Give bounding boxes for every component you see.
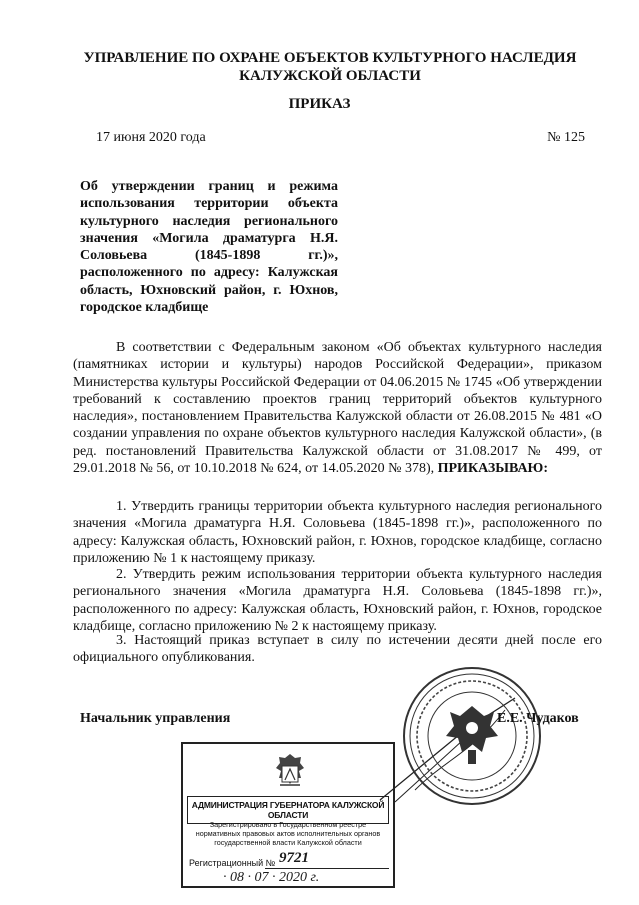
order-item-2: 2. Утвердить режим использования территории объекта культурного наследия регионального значения «Могила драматурга Н.Я. Соловьева (1845-1898 гг.)», расположенного по адресу: Калужская область, Юхновский район, г. Юхнов, городское кладбище, согласно приложению № 2 к настоящему приказу. bbox=[73, 567, 602, 634]
official-seal bbox=[400, 664, 544, 808]
order-item-1: 1. Утвердить границы территории объекта культурного наследия регионального значения «Могила драматурга Н.Я. Соловьева (1845-1898 гг.)», расположенного по адресу: Калужская область, Юхновский район, г. Юхнов, городское кладбище, согласно приложению № 1 к настоящему приказу. bbox=[73, 499, 602, 566]
signatory-title: Начальник управления bbox=[80, 711, 231, 726]
registration-stamp bbox=[181, 742, 395, 888]
registration-label: Регистрационный № bbox=[189, 858, 276, 868]
registration-number: 9721 bbox=[279, 850, 309, 866]
agency-header-line2: КАЛУЖСКОЙ ОБЛАСТИ bbox=[239, 68, 421, 84]
registration-date: · 08 · 07 · 2020 г. bbox=[223, 870, 320, 885]
agency-header bbox=[60, 49, 600, 85]
order-word: ПРИКАЗЫВАЮ: bbox=[437, 461, 548, 477]
signatory-name: Е.Е. Чудаков bbox=[497, 711, 579, 726]
preamble-text: В соответствии с Федеральным законом «Об объектах культурного наследия (памятниках истории и культуры) народов Российской Федерации», приказом Министерства культуры Российской Федерации от 04.06.2015 № 1745 «Об утверждении требований к составлению проектов границ территорий объектов культурного наследия», постановлением Правительства Калужской области от 26.08.2015 № 481 «О создании управления по охране объектов культурного наследия Калужской области», (в ред. постановлений Правительства Калужской области от 31.08.2017 № 499, от 29.01.2018 № 56, от 10.10.2018 № 624, от 14.05.2020 № 378), bbox=[73, 340, 602, 477]
stamp-note: Зарегистрировано в Государственном реестре нормативных правовых актов исполнительных органов государственной власти Калужской области bbox=[195, 820, 381, 847]
registration-line bbox=[265, 868, 389, 869]
agency-header-line1: УПРАВЛЕНИЕ ПО ОХРАНЕ ОБЪЕКТОВ КУЛЬТУРНОГО НАСЛЕДИЯ bbox=[83, 50, 577, 66]
order-item-3: 3. Настоящий приказ вступает в силу по истечении десяти дней после его официального опубликования. bbox=[73, 633, 602, 666]
coat-of-arms-icon bbox=[271, 752, 309, 790]
preamble-paragraph bbox=[73, 339, 602, 477]
stamp-heading: АДМИНИСТРАЦИЯ ГУБЕРНАТОРА КАЛУЖСКОЙ ОБЛАСТИ bbox=[187, 796, 389, 824]
order-number: № 125 bbox=[547, 130, 585, 145]
order-date: 17 июня 2020 года bbox=[96, 130, 206, 145]
order-subject: Об утверждении границ и режима использования территории объекта культурного наследия регионального значения «Могила драматурга Н.Я. Соловьева (1845-1898 гг.)», расположенного по адресу: Калужская область, Юхновский район, г. Юхнов, городское кладбище bbox=[80, 179, 338, 316]
document-type: ПРИКАЗ bbox=[288, 96, 351, 112]
